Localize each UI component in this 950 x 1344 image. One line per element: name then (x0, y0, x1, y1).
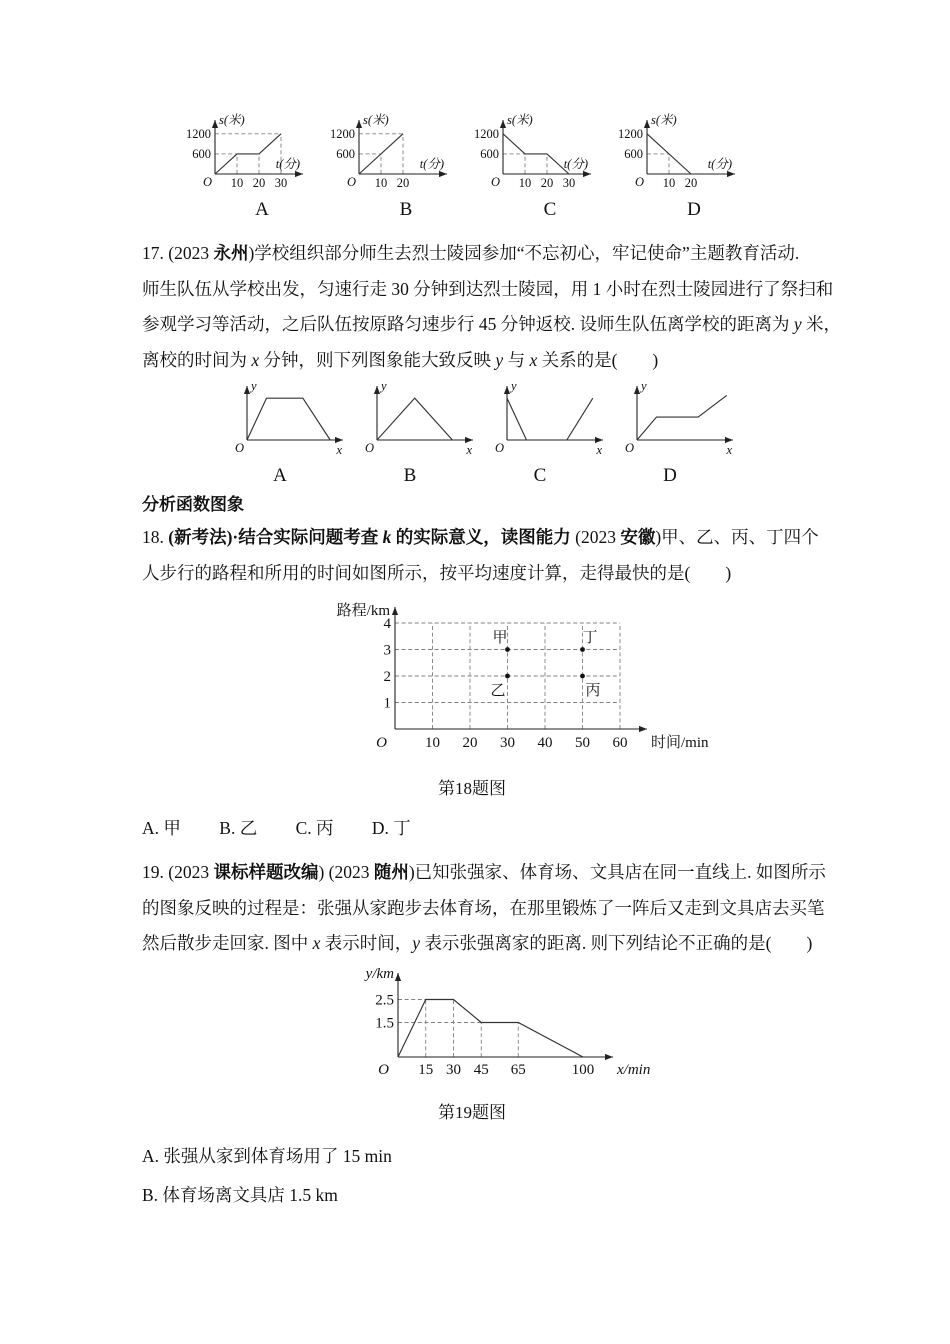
svg-text:20: 20 (252, 176, 266, 190)
question-19-line-3: 然后散步走回家. 图中 x 表示时间，y 表示张强离家的距离. 则下列结论不正确的是( ) (142, 933, 813, 953)
q16-graph-b-canvas (323, 112, 467, 200)
svg-text:600: 600 (480, 146, 499, 161)
q17-graph-a-label: A (273, 465, 287, 486)
svg-text:x: x (726, 443, 732, 457)
svg-text:600: 600 (336, 146, 355, 161)
q18-option-c: C. 丙 (295, 818, 334, 838)
svg-text:y: y (511, 379, 517, 393)
svg-text:s(米): s(米) (507, 113, 533, 127)
q18-figure (336, 599, 860, 769)
svg-text:乙: 乙 (490, 683, 506, 699)
question-19-line-1: 19. (2023 课标样题改编) (2023 随州)已知张强家、体育场、文具店在同一直线上. 如图所示 (142, 862, 826, 882)
svg-text:y: y (251, 379, 257, 393)
svg-text:2.5: 2.5 (375, 992, 394, 1008)
svg-text:10: 10 (230, 176, 244, 190)
svg-text:15: 15 (418, 1061, 434, 1078)
question-17 (142, 236, 860, 378)
svg-text:600: 600 (624, 146, 643, 161)
svg-text:x: x (336, 443, 342, 457)
svg-text:20: 20 (684, 176, 698, 190)
svg-text:O: O (234, 441, 244, 455)
q19-figure (328, 962, 860, 1087)
q18-option-d: D. 丁 (371, 818, 411, 838)
svg-text:O: O (364, 441, 374, 455)
svg-text:s(米): s(米) (219, 113, 245, 127)
svg-text:s(米): s(米) (363, 113, 389, 127)
q16-graph-c-label: C (543, 199, 557, 220)
svg-text:10: 10 (374, 176, 388, 190)
svg-text:1: 1 (383, 695, 391, 712)
svg-text:30: 30 (446, 1061, 461, 1078)
q16-graph-a (179, 112, 323, 220)
q17-graph-d-label: D (663, 465, 677, 486)
question-17-line-3: 参观学习等活动，之后队伍按原路匀速步行 45 分钟返校. 设师生队伍离学校的距离为 y 米， (142, 314, 842, 334)
q18-chart-canvas (336, 599, 860, 769)
svg-text:65: 65 (510, 1061, 526, 1078)
q17-graph-b-canvas (359, 378, 489, 466)
q18-figure-caption: 第18题图 (438, 779, 506, 798)
svg-text:3: 3 (383, 642, 391, 659)
svg-text:60: 60 (612, 735, 628, 751)
svg-text:O: O (494, 441, 504, 455)
svg-text:t(分): t(分) (563, 157, 588, 171)
q16-graph-c-canvas (467, 112, 611, 200)
question-19-line-2: 的图象反映的过程是：张强从家跑步去体育场，在那里锻炼了一阵后又走到文具店去买笔 (142, 897, 825, 918)
q17-graphs-row (229, 378, 860, 486)
svg-text:O: O (378, 1061, 389, 1078)
svg-text:50: 50 (575, 735, 590, 751)
svg-text:20: 20 (396, 176, 410, 190)
svg-text:1200: 1200 (330, 126, 355, 141)
svg-text:100: 100 (571, 1061, 595, 1078)
q16-graphs-row (179, 112, 860, 220)
q18-options-row (142, 815, 860, 841)
svg-text:丁: 丁 (582, 630, 598, 646)
svg-text:x: x (596, 443, 602, 457)
q17-graph-c-canvas (489, 378, 619, 466)
svg-text:x/min: x/min (617, 1061, 651, 1078)
svg-text:甲: 甲 (492, 630, 508, 646)
svg-text:O: O (346, 175, 356, 189)
q17-graph-b-label: B (403, 465, 417, 486)
svg-text:O: O (376, 735, 387, 751)
q19-option-a: A. 张强从家到体育场用了 15 min (142, 1145, 392, 1166)
svg-text:10: 10 (662, 176, 676, 190)
question-17-line-1: 17. (2023 永州)学校组织部分师生去烈士陵园参加“不忘初心，牢记使命”主题教育活动. (142, 243, 800, 263)
q16-graph-b-label: B (399, 199, 413, 220)
q18-option-a: A. 甲 (142, 818, 181, 838)
question-17-line-2: 师生队伍从学校出发，匀速行走 30 分钟到达烈士陵园，用 1 小时在烈士陵园进行了祭扫和 (142, 278, 834, 299)
svg-text:4: 4 (383, 616, 391, 632)
svg-text:1200: 1200 (474, 126, 499, 141)
svg-text:s(米): s(米) (651, 113, 677, 127)
q19-figure-caption: 第19题图 (438, 1102, 506, 1122)
svg-text:30: 30 (274, 176, 288, 190)
q16-graph-d-canvas (611, 112, 755, 200)
svg-text:10: 10 (518, 176, 532, 190)
svg-text:2: 2 (383, 669, 391, 685)
q16-graph-a-label: A (255, 199, 269, 220)
q16-graph-c (467, 112, 611, 220)
svg-text:1200: 1200 (186, 126, 211, 141)
svg-text:时间/min: 时间/min (651, 735, 709, 751)
q17-graph-a-canvas (229, 378, 359, 466)
svg-text:1.5: 1.5 (375, 1015, 394, 1031)
q16-graph-d (611, 112, 755, 220)
svg-text:O: O (624, 441, 634, 455)
svg-text:路程/km: 路程/km (336, 603, 390, 619)
svg-text:1200: 1200 (618, 126, 643, 141)
question-18-line-1: 18. (新考法)·结合实际问题考查 k 的实际意义，读图能力 (2023 安徽)甲、乙、丙、丁四个 (142, 527, 819, 547)
svg-text:y: y (641, 379, 647, 393)
question-18 (142, 520, 860, 591)
svg-text:20: 20 (540, 176, 554, 190)
q16-graph-d-label: D (687, 199, 701, 220)
svg-text:600: 600 (192, 146, 211, 161)
q18-option-b: B. 乙 (219, 818, 258, 838)
question-18-line-2: 人步行的路程和所用的时间如图所示，按平均速度计算，走得最快的是( ) (142, 562, 732, 583)
q17-graph-d-canvas (619, 378, 749, 466)
svg-text:丙: 丙 (585, 683, 601, 699)
svg-text:40: 40 (537, 735, 553, 751)
q17-graph-d (619, 378, 749, 486)
svg-text:O: O (634, 175, 644, 189)
q17-graph-c-label: C (533, 465, 547, 486)
q19-option-b: B. 体育场离文具店 1.5 km (142, 1184, 338, 1205)
svg-text:t(分): t(分) (419, 157, 444, 171)
svg-text:t(分): t(分) (707, 157, 732, 171)
section-header-analyze-function-graphs: 分析函数图象 (142, 495, 244, 514)
q16-graph-a-canvas (179, 112, 323, 200)
svg-text:30: 30 (500, 735, 515, 751)
svg-text:10: 10 (425, 735, 440, 751)
svg-text:O: O (490, 175, 500, 189)
svg-text:20: 20 (462, 735, 478, 751)
q19-chart-canvas (328, 962, 860, 1087)
svg-text:45: 45 (473, 1061, 489, 1078)
question-19 (142, 855, 860, 962)
svg-text:O: O (202, 175, 212, 189)
q16-graph-b (323, 112, 467, 220)
svg-text:y/km: y/km (365, 965, 394, 982)
svg-text:x: x (466, 443, 472, 457)
svg-text:30: 30 (562, 176, 576, 190)
svg-text:t(分): t(分) (275, 157, 300, 171)
question-17-line-4: 离校的时间为 x 分钟，则下列图象能大致反映 y 与 x 关系的是( ) (142, 349, 659, 370)
svg-text:y: y (381, 379, 387, 393)
